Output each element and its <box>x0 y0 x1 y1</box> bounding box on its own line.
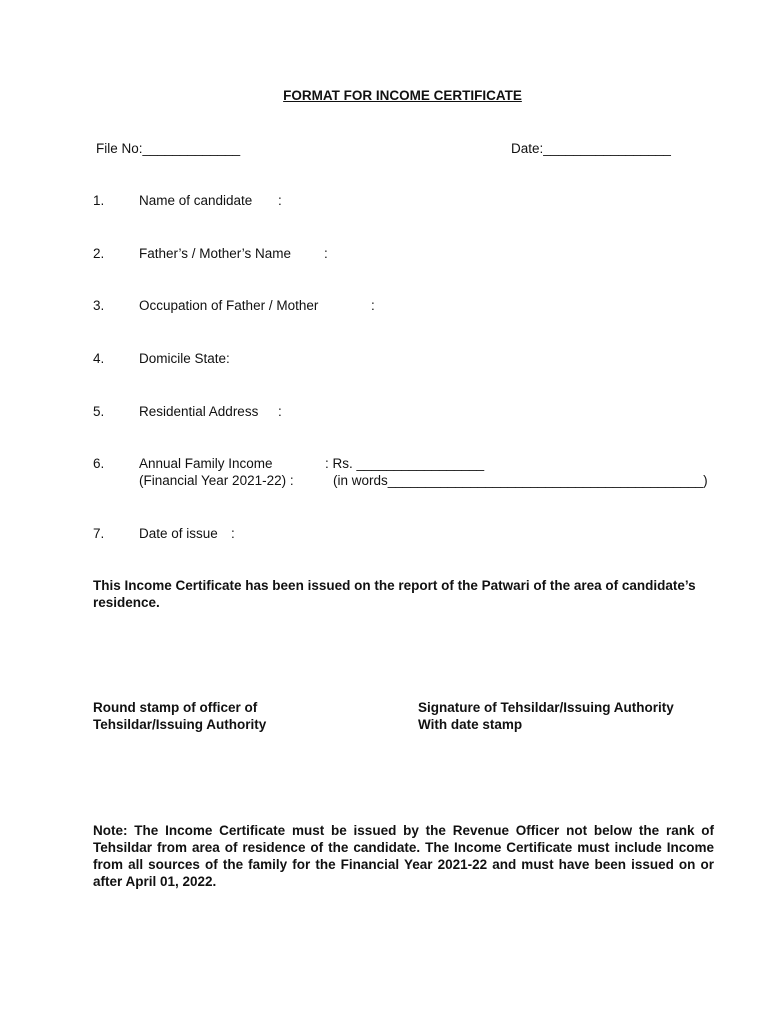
financial-year-label: (Financial Year 2021-22) : <box>139 473 294 488</box>
file-number-field: File No:_____________ <box>96 141 241 156</box>
item-number: 4. <box>93 351 105 366</box>
item-number: 6. <box>93 456 105 471</box>
income-in-words-field: (in words__________________________________________) <box>333 473 708 488</box>
item-colon: : <box>324 246 328 261</box>
item-number: 1. <box>93 193 105 208</box>
date-field: Date:_________________ <box>511 141 671 156</box>
annual-family-income-label: Annual Family Income <box>139 456 273 471</box>
item-number: 3. <box>93 298 105 313</box>
name-of-candidate-label: Name of candidate <box>139 193 253 208</box>
item-number: 7. <box>93 526 105 541</box>
item-number: 5. <box>93 404 105 419</box>
item-colon: : <box>278 404 282 419</box>
parent-occupation-label: Occupation of Father / Mother <box>139 298 319 313</box>
certificate-note: Note: The Income Certificate must be issued by the Revenue Officer not below the rank of Tehsildar from area of residence of the candidate. The Income Certificate must include Income from all sources of the family for the Financial Year 2021-22 and must have been issued on or after April 01, 2022. <box>93 823 714 889</box>
signature-label-line1: Signature of Tehsildar/Issuing Authority <box>418 700 674 715</box>
income-amount-field: : Rs. _________________ <box>325 456 485 471</box>
stamp-label-line2: Tehsildar/Issuing Authority <box>93 717 267 732</box>
item-colon: : <box>278 193 282 208</box>
stamp-label-line1: Round stamp of officer of <box>93 700 258 715</box>
item-number: 2. <box>93 246 105 261</box>
residential-address-label: Residential Address <box>139 404 259 419</box>
signature-label-line2: With date stamp <box>418 717 523 732</box>
item-colon: : <box>371 298 375 313</box>
date-of-issue-label: Date of issue <box>139 526 218 541</box>
domicile-state-label: Domicile State: <box>139 351 230 366</box>
document-title: FORMAT FOR INCOME CERTIFICATE <box>283 88 522 103</box>
issuance-statement: This Income Certificate has been issued on the report of the Patwari of the area of candidate’s residence. <box>93 578 696 610</box>
item-colon: : <box>231 526 235 541</box>
parent-name-label: Father’s / Mother’s Name <box>139 246 292 261</box>
